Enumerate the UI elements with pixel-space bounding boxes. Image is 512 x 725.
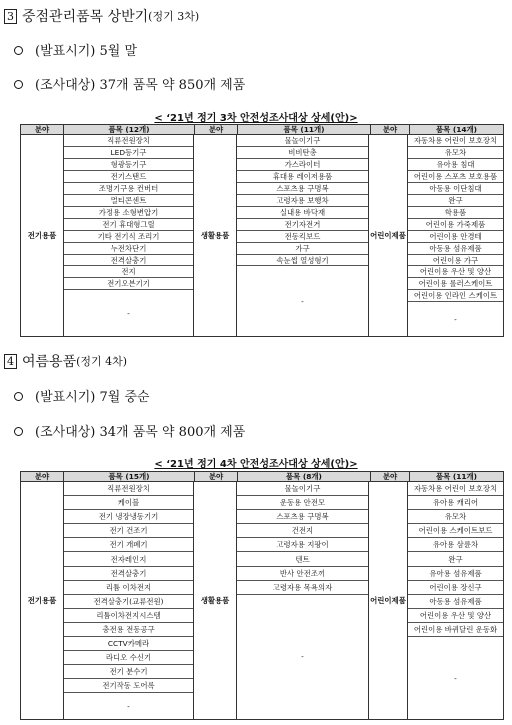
items-living bbox=[237, 482, 369, 719]
item-cell: 어린이용 안경테 bbox=[408, 231, 503, 243]
section-number: 3 bbox=[4, 9, 17, 24]
item-cell: 고령자용 목욕의자 bbox=[237, 581, 368, 595]
item-cell: 물놀이기구 bbox=[237, 135, 368, 147]
item-cell: 어린이용 가죽제품 bbox=[408, 219, 503, 231]
item-cell: 어린이용 바퀴달린 운동화 bbox=[408, 623, 503, 637]
bullet-announce: (발표시기) 7월 중순 bbox=[14, 386, 150, 405]
item-cell: 어린이용 장신구 bbox=[408, 581, 503, 595]
item-cell: 아동용 이단침대 bbox=[408, 183, 503, 195]
item-cell: 전기 개폐기 bbox=[64, 538, 193, 552]
item-cell: 전기 냉장냉동기기 bbox=[64, 510, 193, 524]
item-cell: 직류전원장치 bbox=[64, 135, 193, 147]
item-cell: 실내용 바닥재 bbox=[237, 207, 368, 219]
item-cell: 어린이용 우산 및 양산 bbox=[408, 266, 503, 278]
item-cell: 어린이용 인라인 스케이트 bbox=[408, 290, 503, 302]
item-cell: 유아용 섬유제품 bbox=[408, 567, 503, 581]
item-cell: 누전차단기 bbox=[64, 243, 193, 255]
item-cell: 어린이용 스포츠 보호용품 bbox=[408, 171, 503, 183]
survey-table-3 bbox=[20, 124, 504, 337]
item-cell: 전격살충기 bbox=[64, 567, 193, 581]
item-cell: 전기 휴대형그릴 bbox=[64, 219, 193, 231]
section-3-heading bbox=[4, 6, 199, 26]
category-electric: 전기용품 bbox=[21, 135, 64, 336]
item-cell: 비비탄총 bbox=[237, 147, 368, 159]
item-cell: 유아용 캐리어 bbox=[408, 496, 503, 510]
item-cell: 전지 bbox=[64, 266, 193, 278]
item-cell: 기타 전기식 조리기 bbox=[64, 231, 193, 243]
category-children: 어린이제품 bbox=[369, 135, 408, 336]
item-cell: 전기 분수기 bbox=[64, 665, 193, 679]
item-cell: 운동용 안전모 bbox=[237, 496, 368, 510]
table-header: 분야 품목 (15개) 분야 품목 (8개) 분야 품목 (11개) bbox=[20, 471, 504, 482]
item-cell: 어린이용 가구 bbox=[408, 255, 503, 267]
item-cell: LED등기구 bbox=[64, 147, 193, 159]
circle-bullet-icon bbox=[14, 80, 23, 89]
item-cell: - bbox=[127, 308, 130, 318]
item-cell: 아동용 섬유제품 bbox=[408, 243, 503, 255]
table-caption: < ‘21년 정기 4차 안전성조사대상 상세(안)> bbox=[154, 459, 358, 470]
table-caption: < ‘21년 정기 3차 안전성조사대상 상세(안)> bbox=[154, 113, 358, 124]
item-cell: 전격살충기 bbox=[64, 255, 193, 267]
item-cell: 유아용 삼륜차 bbox=[408, 538, 503, 552]
item-cell: 충전용 전동공구 bbox=[64, 623, 193, 637]
category-living: 생활용품 bbox=[194, 135, 237, 336]
item-cell: 유모차 bbox=[408, 147, 503, 159]
item-cell: 어린이용 우산 및 양산 bbox=[408, 609, 503, 623]
item-cell: 전동킥보드 bbox=[237, 231, 368, 243]
item-cell: 케이블 bbox=[64, 496, 193, 510]
item-cell: 스포츠용 구명복 bbox=[237, 510, 368, 524]
survey-table-4 bbox=[20, 471, 504, 720]
item-cell: 자동차용 어린이 보호장치 bbox=[408, 135, 503, 147]
item-cell: 전격살충기(교류전원) bbox=[64, 595, 193, 609]
item-cell: 완구 bbox=[408, 195, 503, 207]
item-cell: 텐트 bbox=[237, 552, 368, 566]
item-cell: 리튬이차전지시스템 bbox=[64, 609, 193, 623]
item-cell: 가정용 소형변압기 bbox=[64, 207, 193, 219]
item-cell: 어린이용 스케이트보드 bbox=[408, 524, 503, 538]
item-cell: - bbox=[301, 652, 304, 662]
item-cell: 전기자전거 bbox=[237, 219, 368, 231]
item-cell: 휴대용 레이저용품 bbox=[237, 171, 368, 183]
item-cell: 학용품 bbox=[408, 207, 503, 219]
item-cell: 물놀이기구 bbox=[237, 482, 368, 496]
item-cell: 아동용 섬유제품 bbox=[408, 595, 503, 609]
item-cell: 반사 안전조끼 bbox=[237, 567, 368, 581]
section-title: 여름용품 bbox=[22, 354, 77, 370]
circle-bullet-icon bbox=[14, 46, 23, 55]
item-cell: 가구 bbox=[237, 243, 368, 255]
section-title-sub: (정기 3차) bbox=[148, 10, 200, 23]
circle-bullet-icon bbox=[14, 392, 23, 401]
items-living bbox=[237, 135, 369, 336]
items-electric bbox=[64, 482, 194, 719]
item-cell: - bbox=[301, 296, 304, 306]
item-cell: 라디오 수신기 bbox=[64, 651, 193, 665]
bullet-announce: (발표시기) 5월 말 bbox=[14, 40, 137, 59]
item-cell: 어린이용 롤러스케이트 bbox=[408, 278, 503, 290]
item-cell: - bbox=[454, 673, 457, 683]
item-cell: 스포츠용 구명복 bbox=[237, 183, 368, 195]
item-cell: 전기 건조기 bbox=[64, 524, 193, 538]
item-cell: 전기스탠드 bbox=[64, 171, 193, 183]
section-4-heading bbox=[4, 351, 127, 371]
items-electric bbox=[64, 135, 194, 336]
section-number: 4 bbox=[4, 354, 17, 369]
item-cell: 가스라이터 bbox=[237, 159, 368, 171]
item-cell: - bbox=[454, 314, 457, 324]
item-cell: 멀티콘센트 bbox=[64, 195, 193, 207]
circle-bullet-icon bbox=[14, 427, 23, 436]
item-cell: 유모차 bbox=[408, 510, 503, 524]
item-cell: 조명기구용 컨버터 bbox=[64, 183, 193, 195]
category-living: 생활용품 bbox=[194, 482, 237, 719]
table-header: 분야 품목 (12개) 분야 품목 (11개) 분야 품목 (14개) bbox=[20, 124, 504, 135]
section-title-sub: (정기 4차) bbox=[76, 355, 128, 368]
item-cell: 형광등기구 bbox=[64, 159, 193, 171]
item-cell: 직류전원장치 bbox=[64, 482, 193, 496]
item-cell: CCTV카메라 bbox=[64, 637, 193, 651]
item-cell: 고령자용 보행차 bbox=[237, 195, 368, 207]
item-cell: 속눈썹 열성형기 bbox=[237, 255, 368, 267]
item-cell: 리튬 이차전지 bbox=[64, 581, 193, 595]
item-cell: 전기오븐기기 bbox=[64, 278, 193, 290]
item-cell: 완구 bbox=[408, 552, 503, 566]
items-children bbox=[408, 135, 503, 336]
bullet-target: (조사대상) 34개 품목 약 800개 제품 bbox=[14, 421, 245, 440]
item-cell: 전자레인지 bbox=[64, 552, 193, 566]
item-cell: 고령자용 지팡이 bbox=[237, 538, 368, 552]
section-title: 중점관리품목 상반기 bbox=[22, 9, 149, 25]
bullet-target: (조사대상) 37개 품목 약 850개 제품 bbox=[14, 74, 245, 93]
item-cell: 자동차용 어린이 보호장치 bbox=[408, 482, 503, 496]
item-cell: - bbox=[127, 701, 130, 711]
category-children: 어린이제품 bbox=[369, 482, 408, 719]
category-electric: 전기용품 bbox=[21, 482, 64, 719]
item-cell: 전기작동 도어록 bbox=[64, 679, 193, 693]
item-cell: 건전지 bbox=[237, 524, 368, 538]
item-cell: 유아용 침대 bbox=[408, 159, 503, 171]
items-children bbox=[408, 482, 503, 719]
